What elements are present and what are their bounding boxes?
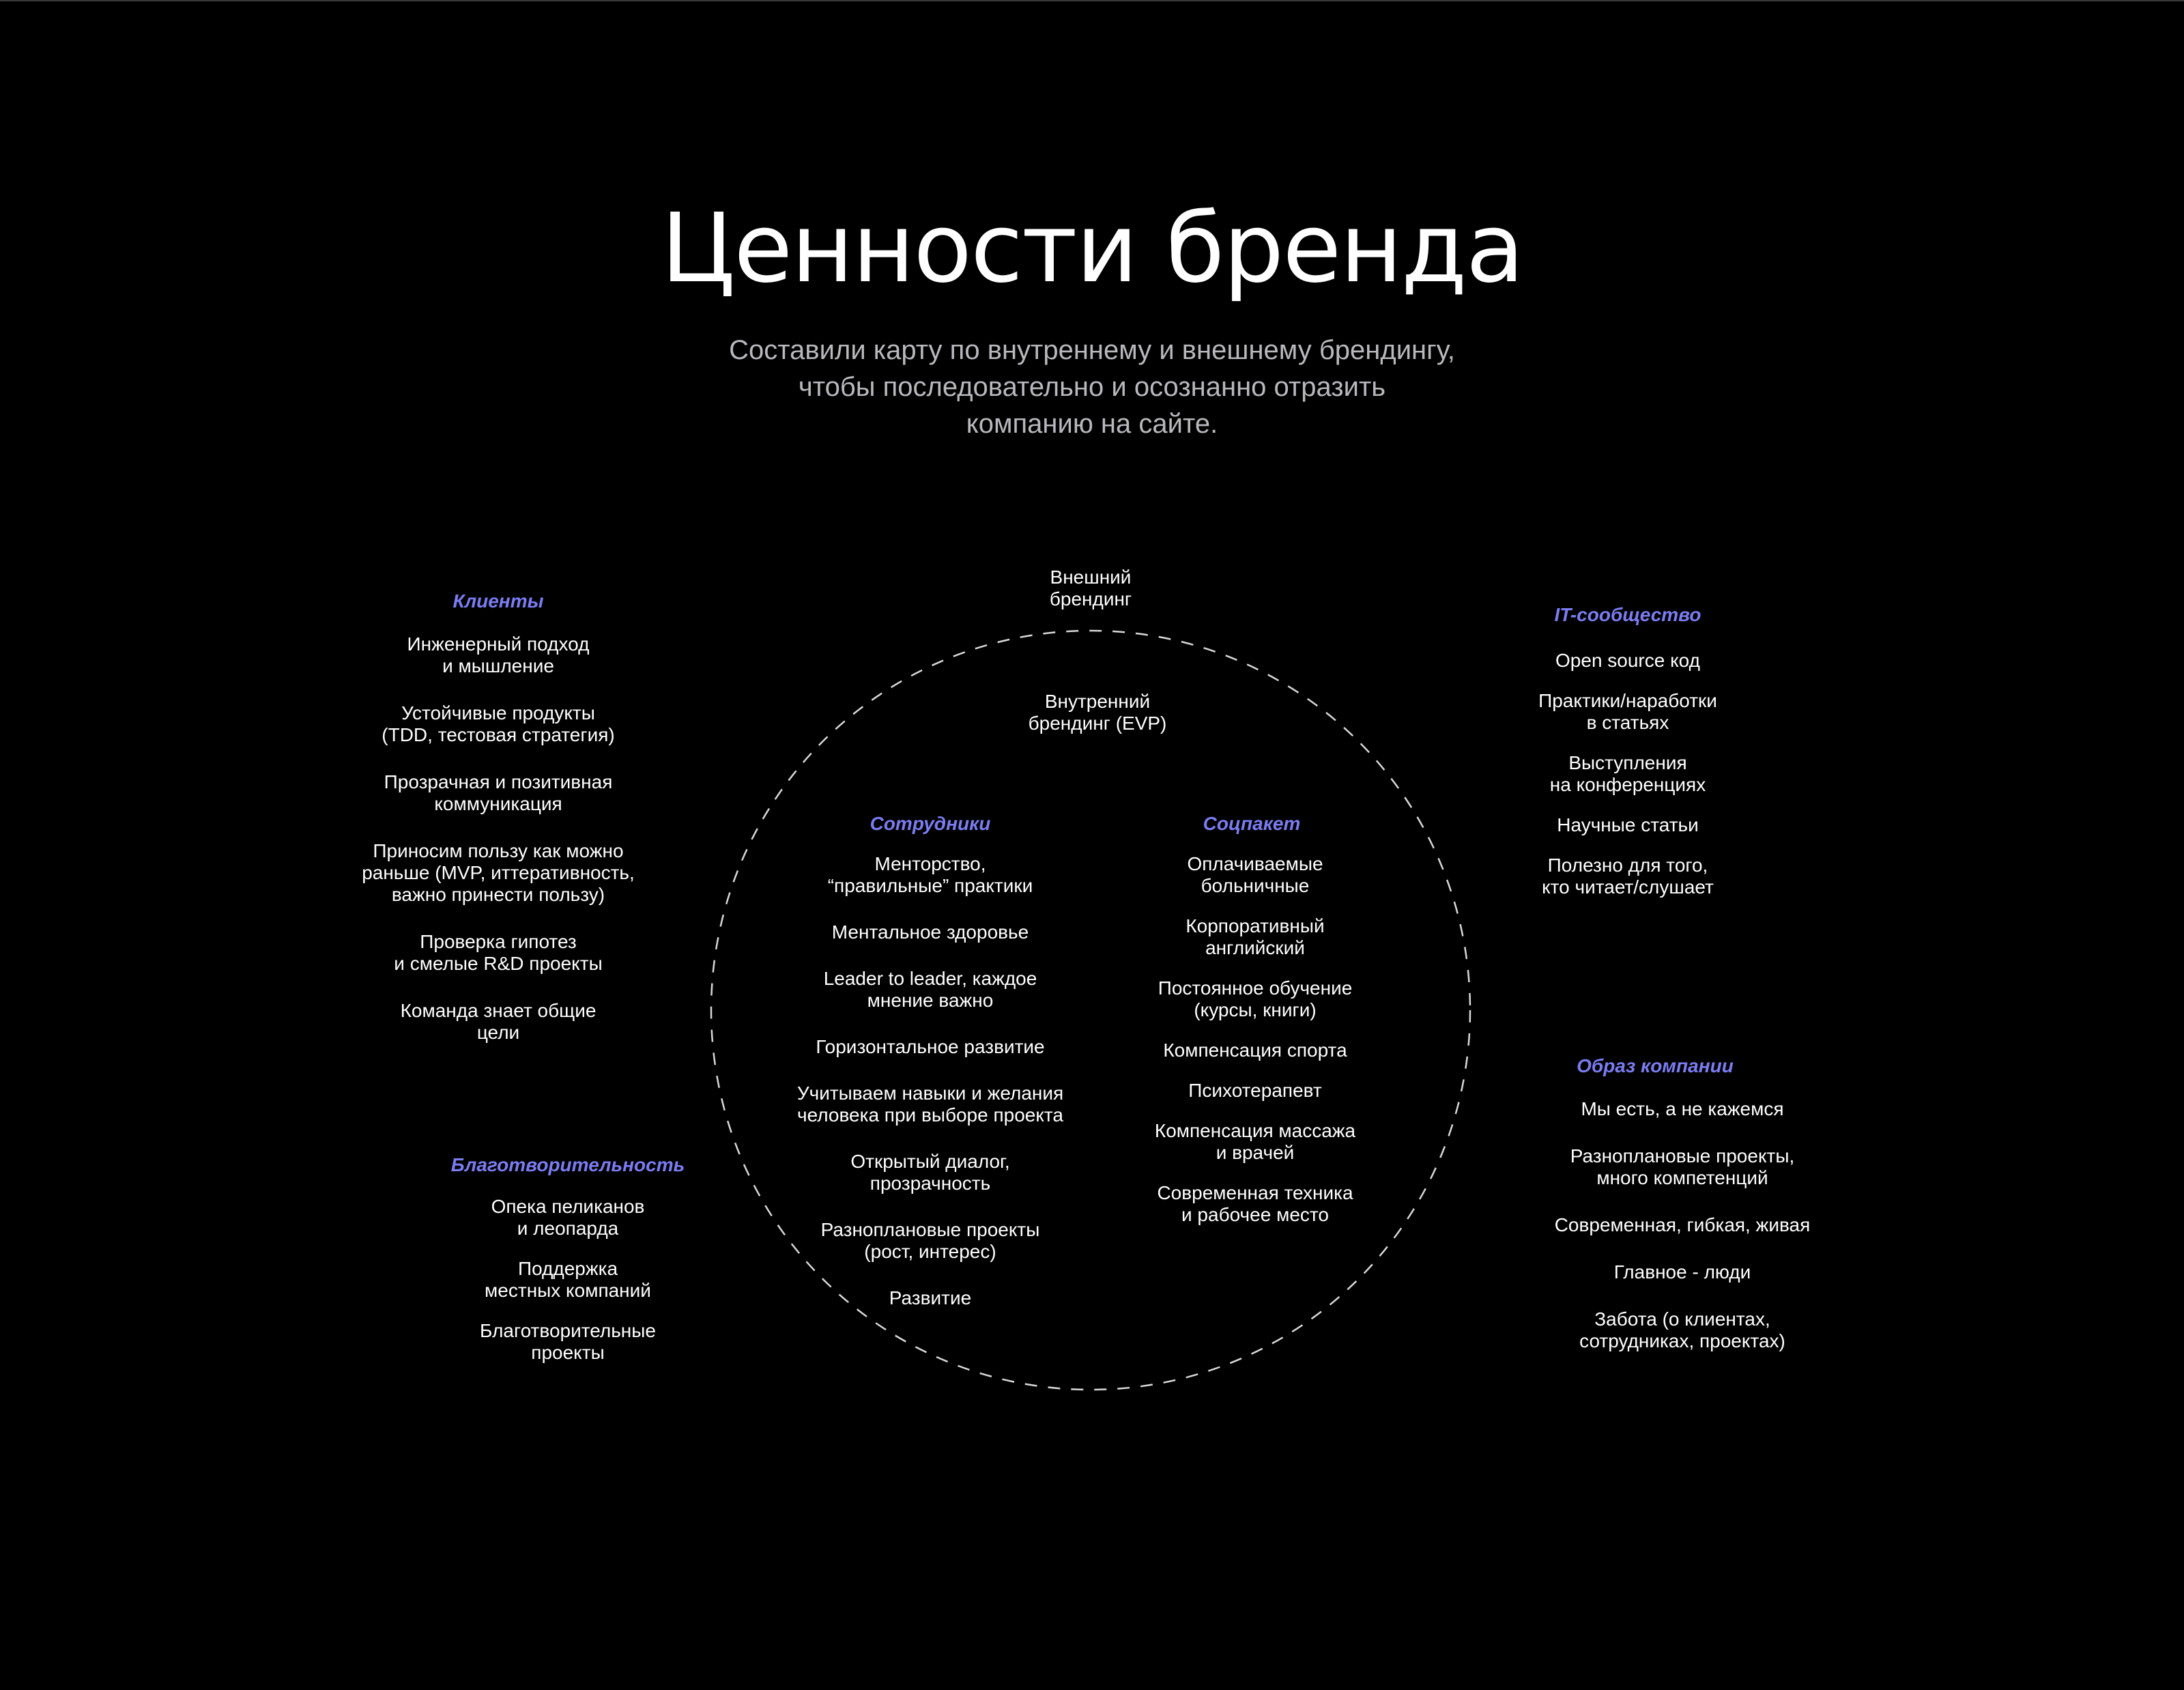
clients-item: Команда знает общие цели [400,1000,597,1043]
company-image-heading: Образ компании [1577,1055,1734,1076]
clients-item: Приносим пользу как можно раньше (MVP, иттеративность, важно принести пользу) [362,840,635,905]
page-subtitle [614,332,1570,442]
benefits-group [1115,812,1395,1226]
it-community-group [1491,603,1764,898]
company-image-item: Мы есть, а не кажемся [1581,1098,1784,1119]
internal-branding-label: Внутренний брендинг (EVP) [1028,691,1167,734]
subtitle-line: компанию на сайте. [966,409,1218,439]
employees-item: Учитываем навыки и желания человека при выборе проекта [796,1083,1064,1126]
benefits-heading: Соцпакет [1203,813,1301,834]
employees-item: Ментальное здоровье [831,921,1029,943]
employees-group [760,812,1101,1309]
benefits-item: Компенсация спорта [1163,1040,1347,1061]
clients-item: Проверка гипотез и смелые R&D проекты [394,931,603,974]
charity-item: Благотворительные проекты [480,1320,656,1363]
page-title: Ценности бренда [661,193,1523,304]
it-community-item: Open source код [1555,650,1700,671]
clients-heading: Клиенты [452,590,544,612]
employees-item: Менторство, “правильные” практики [827,853,1033,896]
company-image-item: Главное - люди [1613,1261,1751,1283]
benefits-item: Компенсация массажа и врачей [1154,1120,1356,1163]
clients-item: Инженерный подход и мышление [407,633,590,676]
employees-item: Leader to leader, каждое мнение важно [823,968,1037,1011]
it-community-item: Полезно для того, кто читает/слушает [1542,855,1714,898]
company-image-item: Разноплановые проекты, много компетенций [1570,1145,1795,1188]
benefits-item: Современная техника и рабочее место [1157,1182,1353,1225]
company-image-item: Современная, гибкая, живая [1554,1214,1811,1235]
clients-item: Прозрачная и позитивная коммуникация [384,771,613,814]
clients-item: Устойчивые продукты (TDD, тестовая стратегия) [382,702,615,745]
it-community-item: Выступления на конференциях [1549,752,1706,795]
company-image-item: Забота (о клиентах, сотрудниках, проектах) [1579,1308,1785,1351]
external-branding-label: Внешний брендинг [1049,567,1132,610]
benefits-item: Психотерапевт [1188,1080,1322,1101]
top-divider [0,0,2184,1]
employees-item: Горизонтальное развитие [816,1036,1045,1057]
it-community-item: Научные статьи [1557,814,1699,835]
charity-group [431,1154,704,1364]
subtitle-line: Составили карту по внутреннему и внешнему брендингу, [729,335,1455,365]
company-image-group [1512,1055,1853,1352]
benefits-item: Постоянное обучение (курсы, книги) [1158,977,1353,1020]
charity-item: Поддержка местных компаний [485,1258,651,1301]
it-community-heading: IT-сообщество [1554,604,1701,625]
employees-item: Разноплановые проекты (рост, интерес) [820,1219,1040,1262]
charity-item: Опека пеликанов и леопарда [491,1196,645,1239]
benefits-item: Оплачиваемые больничные [1187,853,1323,896]
employees-item: Развитие [889,1287,972,1308]
clients-group [328,590,669,1044]
employees-item: Открытый диалог, прозрачность [850,1151,1010,1194]
it-community-item: Практики/наработки в статьях [1538,690,1717,733]
benefits-item: Корпоративный английский [1186,915,1325,958]
charity-heading: Благотворительность [450,1154,685,1175]
subtitle-line: чтобы последовательно и осознанно отразить [798,372,1386,402]
employees-heading: Сотрудники [870,813,991,834]
